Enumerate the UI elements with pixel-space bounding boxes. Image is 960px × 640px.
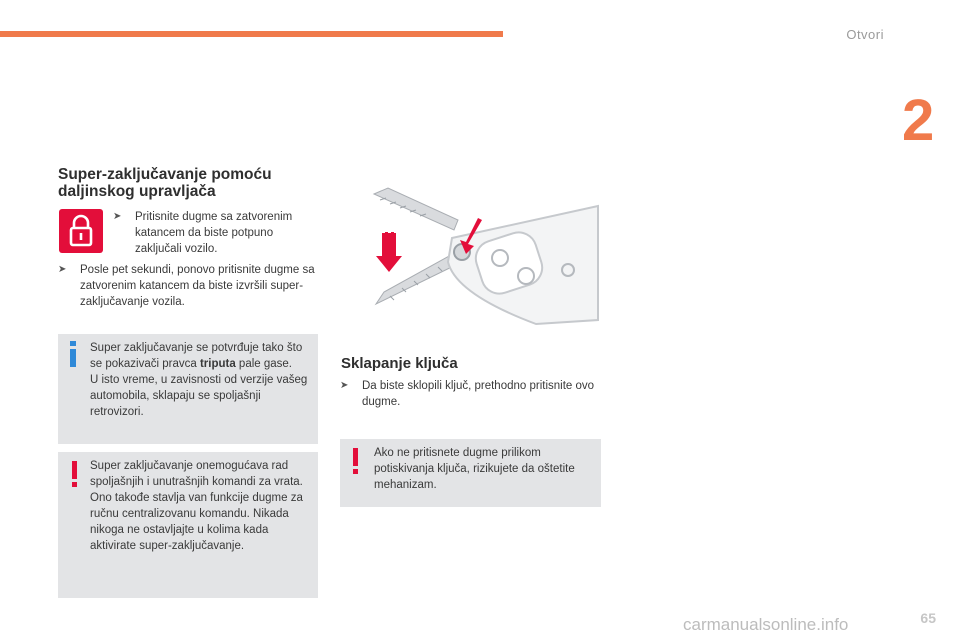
bullet-text: Pritisnite dugme sa zatvorenim katancem da biste potpuno zaključali vozilo.	[135, 211, 293, 255]
bullet-press-again	[58, 262, 320, 310]
warning-panel-super-locking	[58, 452, 318, 598]
section-title-super-locking: Super-zaključavanje pomoću daljinskog upravljača	[58, 166, 272, 200]
bullet-text: Posle pet sekundi, ponovo pritisnite dugme sa zatvorenim katancem da biste izvršili super-zaključavanje vozila.	[80, 264, 315, 308]
info-note-panel	[58, 334, 318, 444]
bullet-marker-icon: ➤	[113, 211, 122, 222]
key-fold-illustration	[360, 180, 600, 330]
warning-text: Ako ne pritisnete dugme prilikom potiskivanja ključa, rizikujete da oštetite mehanizam.	[374, 447, 575, 491]
bullet-marker-icon: ➤	[340, 380, 349, 391]
info-note-text: Super zaključavanje se potvrđuje tako što se pokazivači pravca triputa pale gase. U isto vreme, u zavisnosti od verzije vašeg automobila, sklapaju se spoljašnji retrovizori.	[90, 342, 308, 418]
lock-icon	[59, 209, 103, 253]
chapter-name: Otvori	[846, 27, 884, 42]
page-number: 65	[920, 610, 936, 626]
bullet-text: Da biste sklopili ključ, prethodno pritisnite ovo dugme.	[362, 380, 595, 408]
info-icon	[68, 341, 78, 367]
bullet-press-lock	[113, 209, 313, 257]
warning-text: Super zaključavanje onemogućava rad spoljašnjih i unutrašnjih komandi za vrata. Ono takođe stavlja van funkcije dugme za ručnu centralizovanu komandu. Nikada nikoga ne ostavljajte u kolima kada aktivirate super-zaključavanje.	[90, 460, 303, 552]
section-title-folding-key: Sklapanje ključa	[341, 355, 458, 372]
bullet-marker-icon: ➤	[58, 264, 67, 275]
bullet-fold-key	[340, 378, 602, 410]
chapter-number: 2	[902, 88, 935, 153]
lock-button-tile	[59, 209, 103, 253]
watermark: carmanualsonline.info	[683, 615, 849, 634]
header-accent-bar	[0, 31, 503, 37]
warning-panel-folding	[340, 439, 601, 507]
